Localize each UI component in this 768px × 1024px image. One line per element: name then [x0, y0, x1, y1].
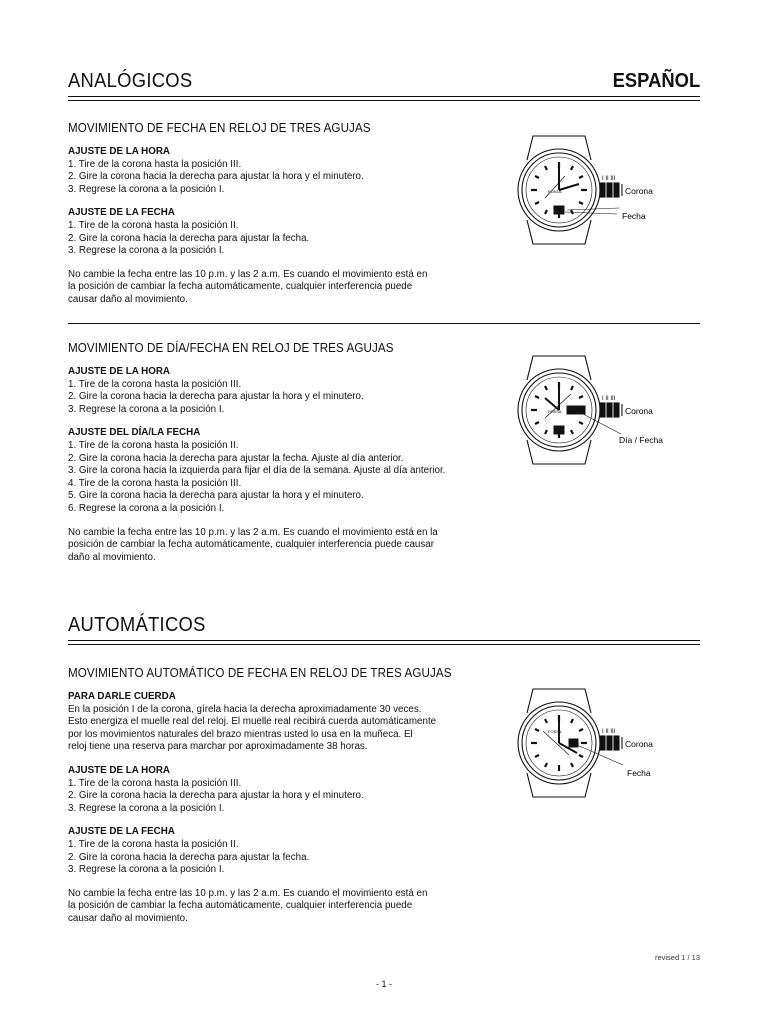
instruction-step: 1. Tire de la corona hasta la posición II.: [68, 219, 239, 231]
instruction-line: En la posición I de la corona, gírela hacia la derecha aproximadamente 30 veces.: [68, 703, 422, 715]
instruction-heading: AJUSTE DE LA HORA: [68, 146, 170, 157]
instruction-step: 2. Gire la corona hacia la derecha para ajustar la hora y el minutero.: [68, 790, 364, 802]
day-date-label: Día / Fecha: [619, 435, 663, 445]
instruction-line: Esto energiza el muelle real del reloj. El muelle real recibirá cuerda automáticamente: [68, 716, 437, 728]
instruction-heading: PARA DARLE CUERDA: [68, 691, 176, 702]
instruction-step: 6. Regrese la corona a la posición I.: [68, 502, 225, 514]
instructions-block: [68, 146, 468, 307]
instruction-step: 3. Regrese la corona a la posición I.: [68, 802, 225, 814]
instruction-heading: AJUSTE DE LA HORA: [68, 366, 170, 377]
subsection-title: MOVIMIENTO DE DÍA/FECHA EN RELOJ DE TRES AGUJAS: [68, 341, 394, 355]
warning-note: posición de cambiar la fecha automáticamente, cualquier interferencia puede causar: [68, 539, 434, 551]
instruction-step: 1. Tire de la corona hasta la posición III.: [68, 777, 242, 789]
subsection-title: MOVIMIENTO DE FECHA EN RELOJ DE TRES AGUJAS: [68, 121, 371, 135]
instruction-line: reloj tiene una reserva para marchar por aproximadamente 38 horas.: [68, 741, 368, 753]
brand-logo: FOSSIL: [548, 189, 563, 194]
instruction-step: 1. Tire de la corona hasta la posición II.: [68, 439, 239, 451]
warning-note: la posición de cambiar la fecha automáticamente, cualquier interferencia puede: [68, 281, 413, 293]
instruction-step: 1. Tire de la corona hasta la posición II.: [68, 838, 239, 850]
double-rule: [68, 640, 700, 645]
crown-label: Corona: [625, 739, 653, 749]
instructions-block: [68, 691, 468, 926]
instruction-step: 3. Regrese la corona a la posición I.: [68, 403, 225, 415]
instruction-heading: AJUSTE DEL DÍA/LA FECHA: [68, 427, 201, 439]
instruction-line: por los movimientos naturales del brazo mientras usted lo usa en la muñeca. El: [68, 728, 413, 740]
warning-note: causar daño al movimiento.: [68, 912, 188, 924]
instruction-step: 2. Gire la corona hacia la derecha para ajustar la fecha.: [68, 851, 310, 863]
instruction-step: 4. Tire de la corona hasta la posición III.: [68, 477, 242, 489]
instruction-step: 3. Regrese la corona a la posición I.: [68, 864, 225, 876]
instruction-step: 3. Gire la corona hacia la izquierda para fijar el día de la semana. Ajuste al día anterior.: [68, 465, 446, 477]
subsection-title: MOVIMIENTO AUTOMÁTICO DE FECHA EN RELOJ DE TRES AGUJAS: [68, 666, 452, 680]
language-label: ESPAÑOL: [612, 70, 700, 92]
instruction-heading: AJUSTE DE LA FECHA: [68, 826, 175, 838]
crown-positions: I II III: [602, 176, 616, 182]
crown-label: Corona: [625, 406, 653, 416]
section-title-analogicos: ANALÓGICOS: [68, 70, 193, 92]
watch-diagram-automatic: [505, 681, 675, 803]
crown-positions: I II III: [602, 729, 616, 735]
instruction-heading: AJUSTE DE LA HORA: [68, 764, 170, 776]
date-label: Fecha: [622, 211, 646, 221]
brand-logo: FOSSIL: [548, 409, 563, 414]
instruction-step: 1. Tire de la corona hasta la posición III.: [68, 158, 242, 170]
section-title-automaticos: AUTOMÁTICOS: [68, 614, 206, 636]
warning-note: No cambie la fecha entre las 10 p.m. y las 2 a.m. Es cuando el movimiento está en: [68, 887, 428, 899]
revision-note: revised 1 / 13: [654, 953, 700, 962]
instructions-block: [68, 366, 468, 564]
instruction-step: 2. Gire la corona hacia la derecha para ajustar la hora y el minutero.: [68, 391, 364, 403]
warning-note: daño al movimiento.: [68, 551, 156, 563]
date-label: Fecha: [627, 768, 651, 778]
watch-diagram-day-date: [505, 348, 675, 470]
warning-note: la posición de cambiar la fecha automáticamente, cualquier interferencia puede: [68, 900, 413, 912]
double-rule: [68, 96, 700, 101]
instruction-step: 1. Tire de la corona hasta la posición III.: [68, 378, 242, 390]
page-number: - 1 -: [375, 979, 392, 989]
crown-label: Corona: [625, 186, 653, 196]
watch-diagram-date: [505, 128, 675, 250]
instruction-step: 2. Gire la corona hacia la derecha para ajustar la hora y el minutero.: [68, 171, 364, 183]
section-divider: [68, 323, 700, 324]
instruction-heading: AJUSTE DE LA FECHA: [68, 207, 175, 219]
instruction-step: 3. Regrese la corona a la posición I.: [68, 183, 225, 195]
crown-positions: I II III: [602, 396, 616, 402]
warning-note: No cambie la fecha entre las 10 p.m. y las 2 a.m. Es cuando el movimiento está en la: [68, 526, 438, 538]
instruction-step: 2. Gire la corona hacia la derecha para ajustar la fecha.: [68, 232, 310, 244]
brand-logo: FOSSIL: [548, 729, 563, 734]
warning-note: causar daño al movimiento.: [68, 293, 188, 305]
instruction-step: 5. Gire la corona hacia la derecha para ajustar la hora y el minutero.: [68, 490, 364, 502]
instruction-step: 2. Gire la corona hacia la derecha para ajustar la fecha. Ajuste al día anterior.: [68, 452, 404, 464]
instruction-step: 3. Regrese la corona a la posición I.: [68, 245, 225, 257]
warning-note: No cambie la fecha entre las 10 p.m. y las 2 a.m. Es cuando el movimiento está en: [68, 268, 428, 280]
